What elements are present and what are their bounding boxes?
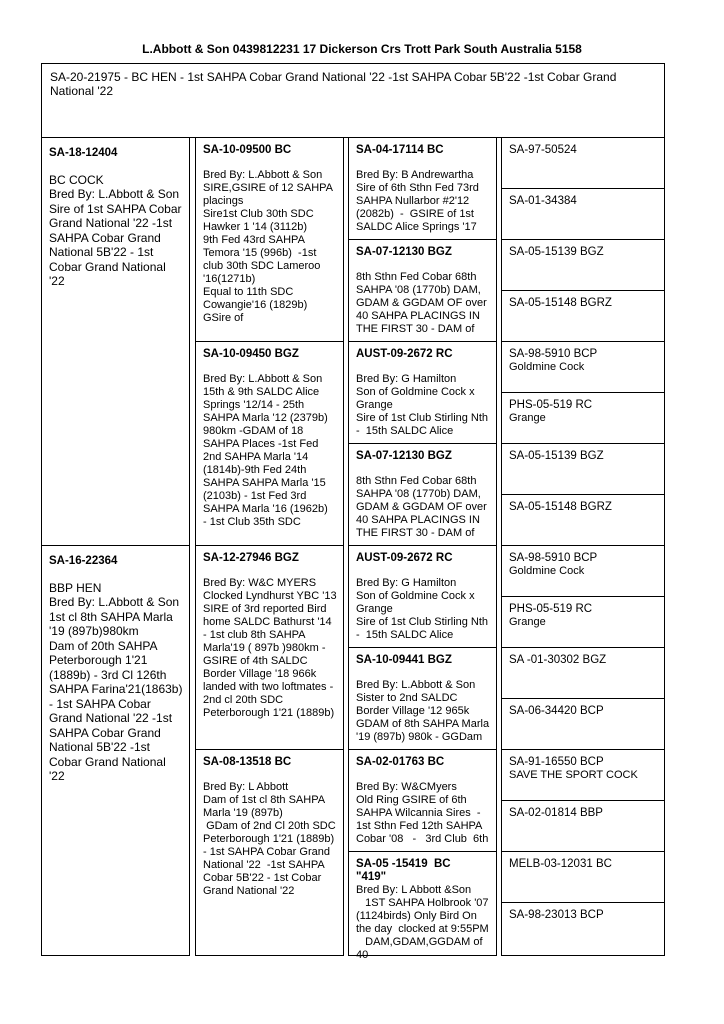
bird-name: Goldmine Cock xyxy=(509,565,585,577)
spacer xyxy=(49,569,183,581)
bird-id: SA-04-17114 BC xyxy=(356,144,444,156)
bird-name: SAVE THE SPORT COCK xyxy=(509,769,638,781)
gen3-column xyxy=(348,137,497,961)
bird-detail: Bred By: L.Abbott & Son SIRE,GSIRE of 12 SAHPA placings Sire1st Club 30th SDC Hawker 1 '14 (3112b) 9th Fed 43rd SAHPA Temora '15 (996b) -1st club 30th SDC Lameroo '16(1271b) Equal to 11th SDC Cowangie'16 (1829b) GSire of xyxy=(203,169,333,324)
bird-detail: Bred By: L Abbott Dam of 1st cl 8th SAHPA Marla '19 (897b) GDam of 2nd Cl 20th SDC Peterborough 1'21 (1889b) - 1st SAHPA Cobar Grand National '22 -1st SAHPA Cobar 5B'22 - 1st Cobar Grand National '22 xyxy=(203,781,336,897)
pedigree-cell-gen3 xyxy=(349,750,496,852)
spacer xyxy=(356,259,490,271)
bird-detail: Dam of 20th SAHPA Peterborough 1'21 (1889b) - 3rd Cl 126th SAHPA Farina'21(1863b) - 1st SAHPA Cobar Grand National '22 -1st SAHPA Cobar Grand National 5B'22 -1st Cobar Grand National '22 xyxy=(49,638,183,783)
bird-id: SA-02-01763 BC xyxy=(356,756,445,768)
bird-name: Grange xyxy=(509,616,546,628)
bird-detail: Bred By: L.Abbott & Son xyxy=(49,187,180,201)
bird-detail: Bred By: L.Abbott & Son Sister to 2nd SALDC Border Village '12 965k GDAM of 8th SAHPA Marla '19 (897b) 980k - GGDam xyxy=(356,679,490,743)
bird-detail: Bred By: W&CMyers Old Ring GSIRE of 6th SAHPA Wilcannia Sires - 1st Sthn Fed 12th SAHPA Cobar '08 - 3rd Club 6th xyxy=(356,781,489,845)
pedigree-cell-gen4 xyxy=(502,648,664,699)
pedigree-cell-gen3 xyxy=(349,546,496,648)
pedigree-cell-gen4 xyxy=(502,903,664,954)
pedigree-cell-gen4 xyxy=(502,138,664,189)
pedigree-cell-gen4 xyxy=(502,750,664,801)
bird-detail: Sire of 1st SAHPA Cobar Grand National '22 -1st SAHPA Cobar Grand National 5B'22 - 1st Cobar Grand National '22 xyxy=(49,201,182,288)
subject-description: SA-20-21975 - BC HEN - 1st SAHPA Cobar Grand National '22 -1st SAHPA Cobar 5B'22 -1st Cobar Grand National '22 xyxy=(50,70,617,98)
pedigree-cell-gen4 xyxy=(502,291,664,342)
bird-id: SA-10-09441 BGZ xyxy=(356,654,452,666)
bird-detail: Bred By: L.Abbott & Son 15th & 9th SALDC Alice Springs '12/14 - 25th SAHPA Marla '12 (2379b) 980km -GDAM of 18 SAHPA Places -1st Fed 2nd SAHPA Marla '14 (1814b)-9th Fed 24th SAHPA SAHPA Marla '15 (2103b) - 1st Fed 3rd SAHPA Marla '16 (1962b) - 1st Club 35th SDC xyxy=(203,373,334,528)
bird-detail: Bred By: G Hamilton Son of Goldmine Cock x Grange Sire of 1st Club Stirling Nth - 15th SALDC Alice xyxy=(356,577,489,641)
spacer xyxy=(203,157,337,169)
pedigree-cell-gen4 xyxy=(502,699,664,750)
bird-detail: Bred By: G Hamilton Son of Goldmine Cock x Grange Sire of 1st Club Stirling Nth - 15th SALDC Alice xyxy=(356,373,489,437)
bird-detail: Bred By: L Abbott &Son 1ST SAHPA Holbrook '07 (1124birds) Only Bird On the day clocked at 9:55PM DAM,GDAM,GGDAM of 40 xyxy=(356,884,489,961)
pedigree-cell-gen4 xyxy=(502,393,664,444)
pedigree-cell-gen4 xyxy=(502,240,664,291)
bird-id: SA-05-15148 BGRZ xyxy=(509,297,612,309)
bird-id: SA-97-50524 xyxy=(509,144,577,156)
bird-id: SA-98-23013 BCP xyxy=(509,909,604,921)
pedigree-cell-gen4 xyxy=(502,495,664,546)
bird-id: SA-01-34384 xyxy=(509,195,577,207)
bird-id: SA-10-09450 BGZ xyxy=(203,348,299,360)
pedigree-cell-gen2 xyxy=(196,342,343,546)
spacer xyxy=(356,565,490,577)
bird-id: SA-02-01814 BBP xyxy=(509,807,603,819)
spacer xyxy=(356,769,490,781)
bird-id: MELB-03-12031 BC xyxy=(509,858,612,870)
subject-box xyxy=(41,63,665,138)
pedigree-cell-gen3 xyxy=(349,342,496,444)
bird-id: SA-05-15148 BGRZ xyxy=(509,501,612,513)
bird-detail: 8th Sthn Fed Cobar 68th SAHPA '08 (1770b) DAM, GDAM & GGDAM OF over 40 SAHPA PLACINGS IN THE FIRST 30 - DAM of xyxy=(356,271,490,335)
spacer xyxy=(356,157,490,169)
bird-detail: Bred By: W&C MYERS Clocked Lyndhurst YBC '13 SIRE of 3rd reported Bird home SALDC Bathurst '14 - 1st club 8th SAHPA Marla'19 ( 897b )980km - GSIRE of 4th SALDC Border Village '18 966k landed with two loftmates - 2nd cl 20th SDC Peterborough 1'21 (1889b) xyxy=(203,577,337,719)
bird-id: SA-98-5910 BCP xyxy=(509,552,598,564)
pedigree-cell-gen2 xyxy=(196,546,343,750)
bird-id: SA-05 -15419 BC "419" xyxy=(356,858,451,883)
bird-detail: BC COCK xyxy=(49,172,104,187)
pedigree-cell-gen4 xyxy=(502,342,664,393)
bird-id: SA-16-22364 xyxy=(49,555,118,567)
bird-id: SA-18-12404 xyxy=(49,147,118,159)
pedigree-cell-gen3 xyxy=(349,852,496,961)
bird-id: SA-07-12130 BGZ xyxy=(356,246,452,258)
bird-name: Goldmine Cock xyxy=(509,361,585,373)
bird-name: Grange xyxy=(509,412,546,424)
bird-id: PHS-05-519 RC xyxy=(509,603,593,615)
pedigree-cell-gen2 xyxy=(196,750,343,954)
pedigree-cell-gen2 xyxy=(196,138,343,342)
bird-detail: Bred By: B Andrewartha Sire of 6th Sthn Fed 73rd SAHPA Nullarbor #2'12 (2082b) - GSIRE of 1st SALDC Alice Springs '17 xyxy=(356,169,479,233)
pedigree-cell-gen4 xyxy=(502,801,664,852)
pedigree-cell-gen3 xyxy=(349,444,496,546)
bird-id: AUST-09-2672 RC xyxy=(356,348,453,360)
gen4-column xyxy=(501,137,665,956)
bird-id: SA-91-16550 BCP xyxy=(509,756,604,768)
bird-detail: BBP HEN xyxy=(49,580,102,595)
bird-id: SA -01-30302 BGZ xyxy=(509,654,607,666)
pedigree-cell-gen3 xyxy=(349,240,496,342)
spacer xyxy=(203,769,337,781)
bird-id: SA-06-34420 BCP xyxy=(509,705,604,717)
pedigree-cell-gen4 xyxy=(502,852,664,903)
bird-id: SA-05-15139 BGZ xyxy=(509,450,604,462)
pedigree-cell-gen1 xyxy=(42,546,189,954)
pedigree-cell-gen4 xyxy=(502,444,664,495)
spacer xyxy=(203,565,337,577)
bird-id: SA-12-27946 BGZ xyxy=(203,552,299,564)
spacer xyxy=(203,361,337,373)
spacer xyxy=(356,667,490,679)
bird-id: SA-07-12130 BGZ xyxy=(356,450,452,462)
pedigree-cell-gen4 xyxy=(502,189,664,240)
bird-id: PHS-05-519 RC xyxy=(509,399,593,411)
gen2-column xyxy=(195,137,344,956)
bird-id: SA-08-13518 BC xyxy=(203,756,292,768)
page-header: L.Abbott & Son 0439812231 17 Dickerson Crs Trott Park South Australia 5158 xyxy=(142,42,582,56)
pedigree-cell-gen1 xyxy=(42,138,189,546)
bird-id: SA-98-5910 BCP xyxy=(509,348,598,360)
pedigree-cell-gen4 xyxy=(502,597,664,648)
pedigree-cell-gen3 xyxy=(349,648,496,750)
spacer xyxy=(49,161,183,173)
spacer xyxy=(356,463,490,475)
pedigree-cell-gen3 xyxy=(349,138,496,240)
bird-detail: 8th Sthn Fed Cobar 68th SAHPA '08 (1770b) DAM, GDAM & GGDAM OF over 40 SAHPA PLACINGS IN THE FIRST 30 - DAM of xyxy=(356,475,490,539)
pedigree-cell-gen4 xyxy=(502,546,664,597)
bird-detail: Bred By: L.Abbott & Son 1st cl 8th SAHPA Marla '19 (897b)980km xyxy=(49,595,180,638)
bird-id: SA-10-09500 BC xyxy=(203,144,292,156)
spacer xyxy=(356,361,490,373)
bird-id: SA-05-15139 BGZ xyxy=(509,246,604,258)
bird-id: AUST-09-2672 RC xyxy=(356,552,453,564)
gen1-column xyxy=(41,137,190,956)
